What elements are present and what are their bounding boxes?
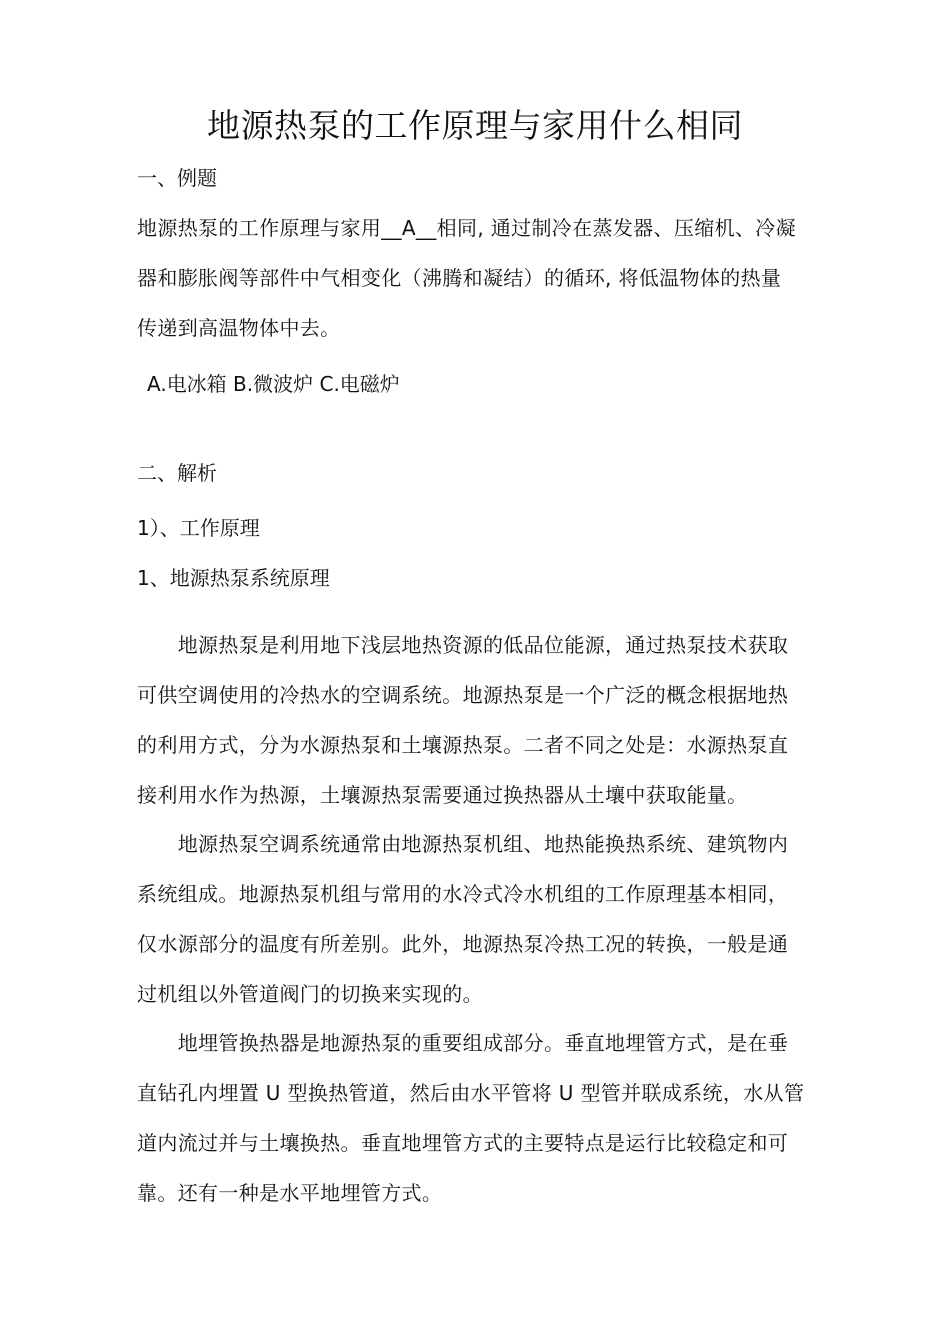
paragraph-2-line-4: 过机组以外管道阀门的切换来实现的。: [137, 982, 483, 1006]
paragraph-3-line-4: 靠。还有一种是水平地埋管方式。: [137, 1181, 443, 1205]
paragraph-3-line-3: 道内流过并与土壤换热。垂直地埋管方式的主要特点是运行比较稳定和可: [137, 1131, 789, 1155]
paragraph-1-line-4: 接利用水作为热源，土壤源热泵需要通过换热器从土壤中获取能量。: [137, 783, 748, 807]
paragraph-2-line-3: 仅水源部分的温度有所差别。此外，地源热泵冷热工况的转换，一般是通: [137, 932, 789, 956]
paragraph-2-line-2: 系统组成。地源热泵机组与常用的水冷式冷水机组的工作原理基本相同，: [137, 882, 789, 906]
paragraph-3-line-1: 地埋管换热器是地源热泵的重要组成部分。垂直地埋管方式，是在垂: [137, 1031, 789, 1055]
document-title: 地源热泵的工作原理与家用什么相同: [207, 106, 743, 145]
question-line-3: 传递到高温物体中去。: [137, 316, 341, 340]
paragraph-3-line-2: 直钻孔内埋置 U 型换热管道，然后由水平管将 U 型管并联成系统，水从管: [137, 1081, 805, 1105]
paragraph-1-line-2: 可供空调使用的冷热水的空调系统。地源热泵是一个广泛的概念根据地热: [137, 683, 789, 707]
question-line-2: 器和膨胀阀等部件中气相变化（沸腾和凝结）的循环, 将低温物体的热量: [137, 266, 782, 290]
paragraph-1-line-1: 地源热泵是利用地下浅层地热资源的低品位能源，通过热泵技术获取: [137, 633, 789, 657]
subheading-system-principle: 1、地源热泵系统原理: [137, 566, 330, 590]
subheading-working-principle: 1）、工作原理: [137, 516, 260, 540]
paragraph-2-line-1: 地源热泵空调系统通常由地源热泵机组、地热能换热系统、建筑物内: [137, 832, 789, 856]
question-line-1: 地源热泵的工作原理与家用__A__相同, 通过制冷在蒸发器、压缩机、冷凝: [137, 216, 796, 240]
section-heading-example: 一、例题: [137, 166, 217, 190]
paragraph-1-line-3: 的利用方式，分为水源热泵和土壤源热泵。二者不同之处是：水源热泵直: [137, 733, 789, 757]
question-options: A.电冰箱 B.微波炉 C.电磁炉: [147, 372, 400, 396]
section-heading-analysis: 二、解析: [137, 461, 217, 485]
